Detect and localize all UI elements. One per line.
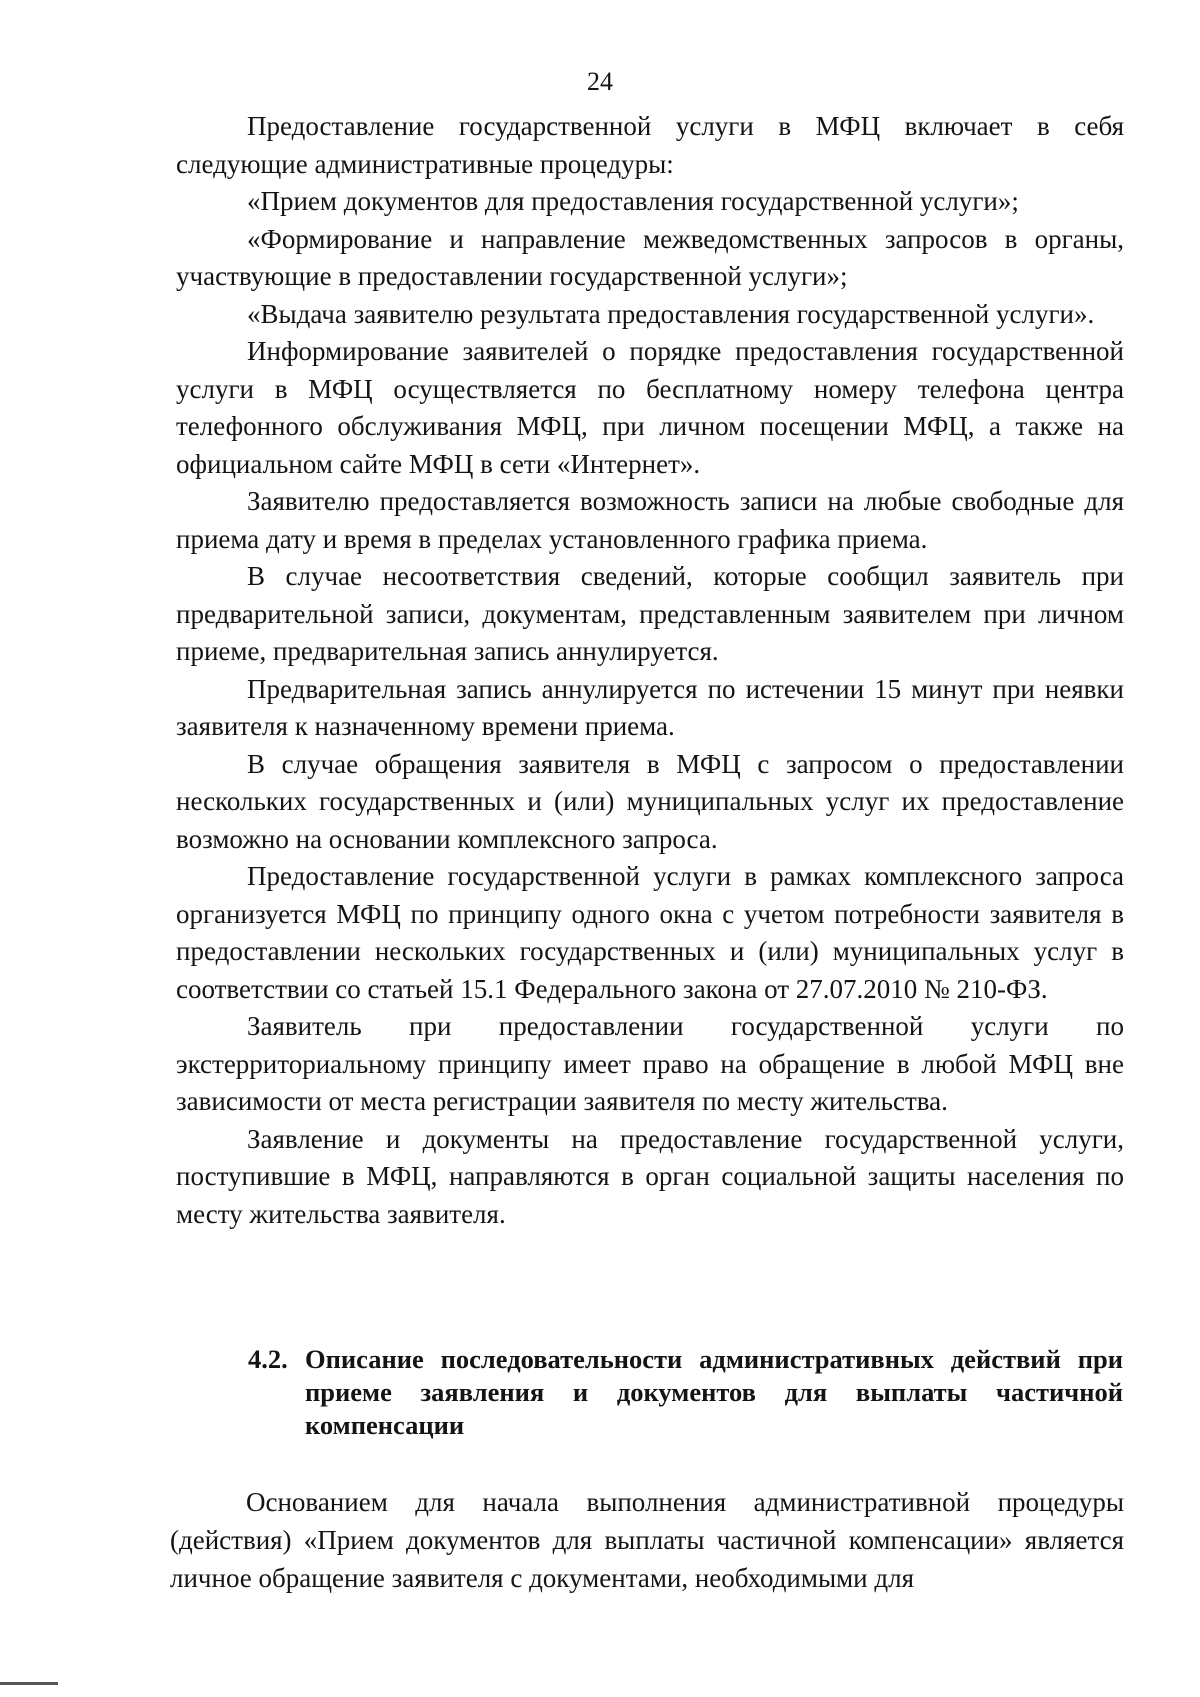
page-number: 24 xyxy=(587,67,613,96)
body-text xyxy=(176,108,1124,1233)
paragraph: Заявитель при предоставлении государственной услуги по экстерриториальному принципу имеет право на обращение в любой МФЦ вне зависимости от места регистрации заявителя по месту жительства. xyxy=(176,1011,1124,1116)
paragraph: Информирование заявителей о порядке предоставления государственной услуги в МФЦ осуществляется по бесплатному номеру телефона центра телефонного обслуживания МФЦ, при личном посещении МФЦ, а также на официальном сайте МФЦ в сети «Интернет». xyxy=(176,336,1124,479)
section-heading-number: 4.2. xyxy=(248,1344,288,1374)
paragraph: «Формирование и направление межведомственных запросов в органы, участвующие в предоставлении государственной услуги»; xyxy=(176,223,1124,291)
paragraph: Предоставление государственной услуги в рамках комплексного запроса организуется МФЦ по принципу одного окна с учетом потребности заявителя в предоставлении нескольких государственных и (или) муниципальных услуг в соответствии со статьей 15.1 Федерального закона от 27.07.2010 № 210-ФЗ. xyxy=(176,861,1124,1004)
paragraph: Предварительная запись аннулируется по истечении 15 минут при неявки заявителя к назначенному времени приема. xyxy=(176,673,1124,741)
paragraph: Предоставление государственной услуги в МФЦ включает в себя следующие административные процедуры: xyxy=(176,111,1124,179)
section-heading xyxy=(248,1343,1123,1442)
paragraph: В случае обращения заявителя в МФЦ с запросом о предоставлении нескольких государственных и (или) муниципальных услуг их предоставление возможно на основании комплексного запроса. xyxy=(176,748,1124,854)
paragraph: В случае несоответствия сведений, которые сообщил заявитель при предварительной записи, документам, представленным заявителем при личном приеме, предварительная запись аннулируется. xyxy=(176,561,1124,666)
section-heading-title: Описание последовательности административных действий при приеме заявления и документов для выплаты частичной компенсации xyxy=(305,1344,1123,1440)
paragraph: Заявителю предоставляется возможность записи на любые свободные для приема дату и время в пределах установленного графика приема. xyxy=(176,486,1124,554)
closing-text xyxy=(170,1483,1124,1597)
paragraph: Заявление и документы на предоставление государственной услуги, поступившие в МФЦ, направляются в орган социальной защиты населения по месту жительства заявителя. xyxy=(176,1123,1124,1229)
paragraph: Основанием для начала выполнения административной процедуры (действия) «Прием документов для выплаты частичной компенсации» является личное обращение заявителя с документами, необходимыми для xyxy=(170,1487,1124,1593)
scan-edge-mark xyxy=(0,1682,58,1685)
paragraph: «Выдача заявителю результата предоставления государственной услуги». xyxy=(247,298,1095,329)
paragraph: «Прием документов для предоставления государственной услуги»; xyxy=(247,186,1019,216)
